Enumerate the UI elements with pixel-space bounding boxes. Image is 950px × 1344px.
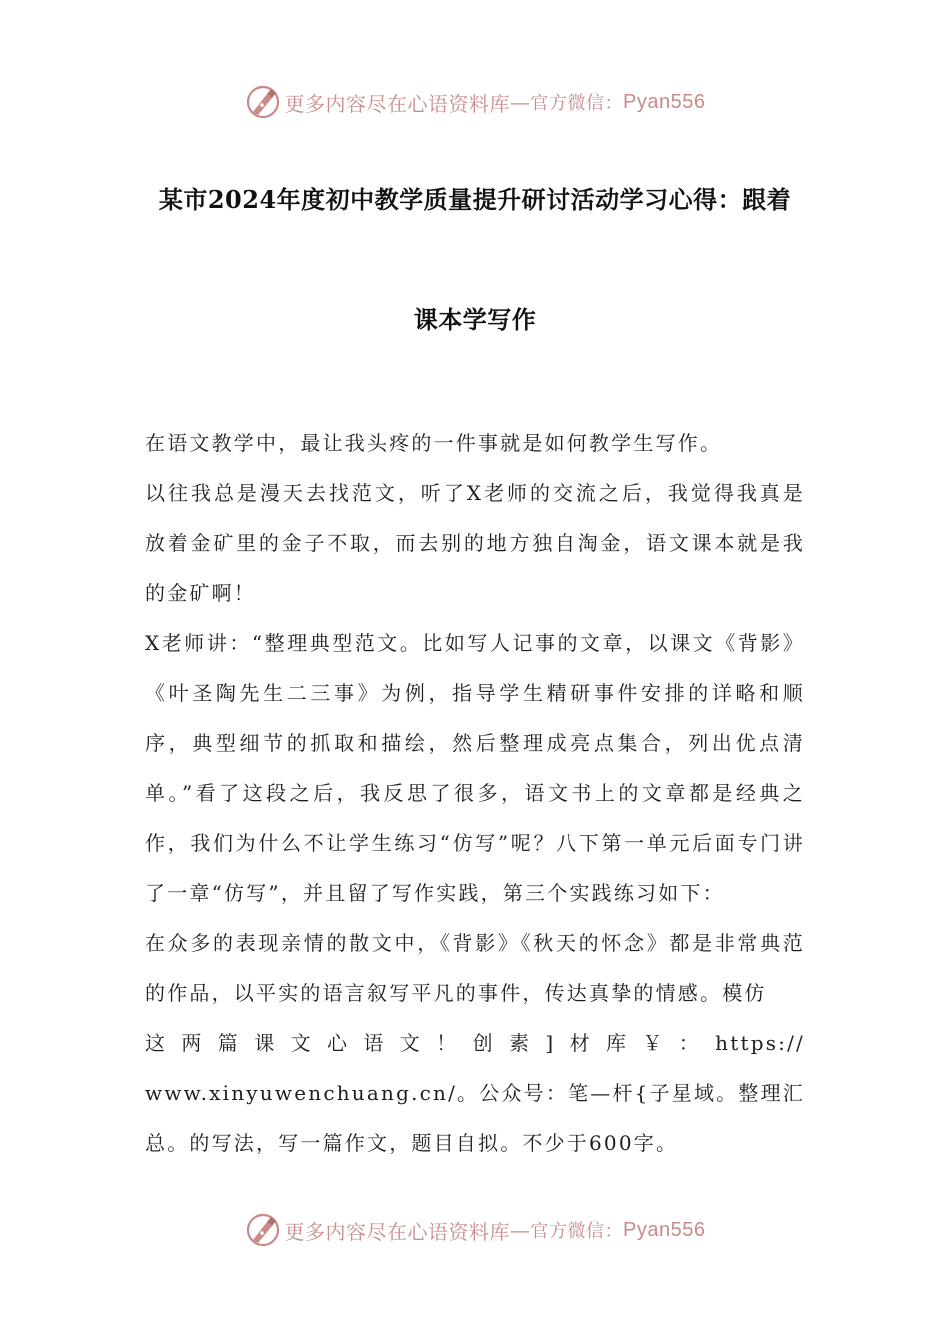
pen-nib-circle-icon	[245, 84, 281, 120]
header-banner	[0, 82, 950, 122]
paragraph-4-rest: www.xinyuwenchuang.cn/。公众号：笔—杆{子星域。整理汇总。的写法，写一篇作文，题目自拟。不少于600字。	[145, 1081, 805, 1155]
paragraph-3: X老师讲：“整理典型范文。比如写人记事的文章，以课文《背影》《叶圣陶先生二三事》为例，指导学生精研事件安排的详略和顺序，典型细节的抓取和描绘，然后整理成亮点集合，列出优点清单。”看了这段之后，我反思了很多，语文书上的文章都是经典之作，我们为什么不让学生练习“仿写”呢？八下第一单元后面专门讲了一章“仿写”，并且留了写作实践，第三个实践练习如下：	[145, 631, 805, 905]
banner-dash: —	[510, 90, 531, 114]
document-title-line1: 某市2024年度初中教学质量提升研讨活动学习心得：跟着	[158, 185, 792, 214]
banner-wechat-label: 官方微信：	[530, 1221, 624, 1242]
document-title-line2: 课本学写作	[413, 305, 537, 334]
document-body	[145, 418, 805, 1168]
banner-wechat-label: 官方微信：	[530, 93, 624, 114]
banner-text: 更多内容尽在心语资料库	[284, 1219, 511, 1244]
footer-banner	[0, 1210, 950, 1250]
paragraph-1: 在语文教学中，最让我头疼的一件事就是如何教学生写作。	[145, 431, 723, 455]
pen-nib-circle-icon	[245, 1212, 281, 1248]
paragraph-4-line2: 这两篇课文心语文！创素]材库￥：https://	[145, 1031, 805, 1055]
paragraph-4-line1: 在众多的表现亲情的散文中，《背影》《秋天的怀念》都是非常典范的作品，以平实的语言叙写平凡的事件，传达真挚的情感。模仿	[145, 931, 805, 1005]
banner-wechat-id: Pyan556	[623, 1218, 706, 1241]
banner-wechat-id: Pyan556	[623, 90, 706, 113]
banner-text: 更多内容尽在心语资料库	[284, 91, 511, 116]
banner-dash: —	[510, 1218, 531, 1242]
paragraph-2: 以往我总是漫天去找范文，听了X老师的交流之后，我觉得我真是放着金矿里的金子不取，而去别的地方独自淘金，语文课本就是我的金矿啊！	[145, 481, 805, 605]
